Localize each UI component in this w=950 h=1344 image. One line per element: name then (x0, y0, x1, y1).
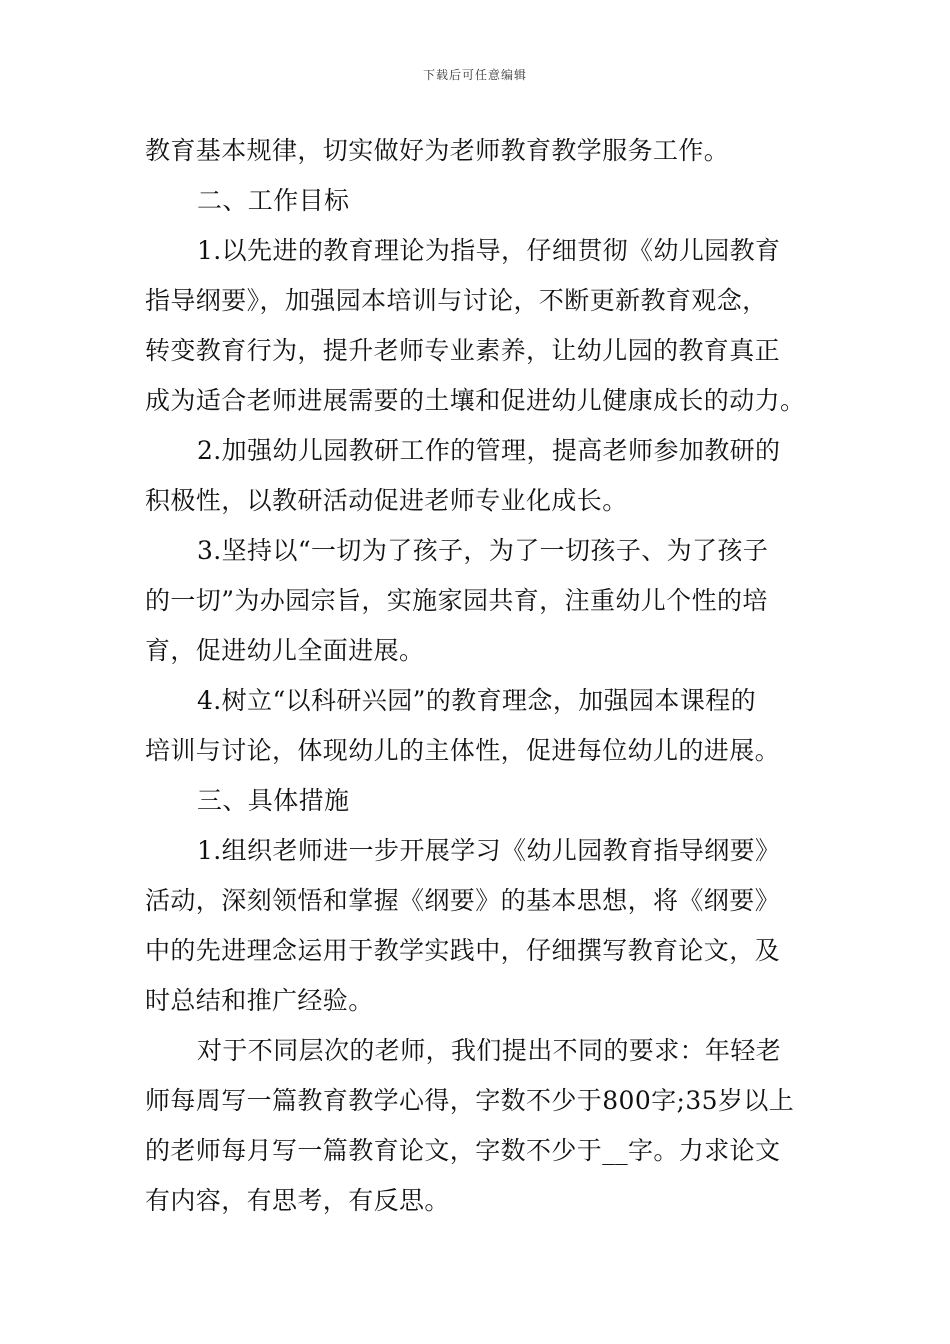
body-line: 中的先进理念运用于教学实践中，仔细撰写教育论文，及 (145, 936, 781, 965)
body-line: 育，促进幼儿全面进展。 (145, 636, 425, 665)
body-line: 指导纲要》，加强园本培训与讨论，不断更新教育观念， (145, 286, 768, 315)
section-heading: 三、具体措施 (197, 786, 350, 815)
document-body (145, 126, 810, 1226)
body-line: 培训与讨论，体现幼儿的主体性，促进每位幼儿的进展。 (145, 736, 781, 765)
body-line: 2.加强幼儿园教研工作的管理，提高老师参加教研的 (197, 436, 781, 465)
body-line: 积极性，以教研活动促进老师专业化成长。 (145, 486, 628, 515)
body-line: 师每周写一篇教育教学心得，字数不少于800字;35岁以上 (145, 1086, 795, 1115)
section-heading: 二、工作目标 (197, 186, 350, 215)
body-line: 转变教育行为，提升老师专业素养，让幼儿园的教育真正 (145, 336, 781, 365)
body-line: 4.树立“以科研兴园”的教育理念，加强园本课程的 (197, 686, 757, 715)
body-line: 时总结和推广经验。 (145, 986, 374, 1015)
body-line: 3.坚持以“一切为了孩子，为了一切孩子、为了孩子 (197, 536, 769, 565)
body-line: 成为适合老师进展需要的土壤和促进幼儿健康成长的动力。 (145, 386, 806, 415)
body-line: 活动，深刻领悟和掌握《纲要》的基本思想，将《纲要》 (145, 886, 781, 915)
body-line: 1.组织老师进一步开展学习《幼儿园教育指导纲要》 (197, 836, 781, 865)
body-line: 教育基本规律，切实做好为老师教育教学服务工作。 (145, 136, 730, 165)
body-line: 的一切”为办园宗旨，实施家园共育，注重幼儿个性的培 (145, 586, 768, 615)
body-line: 有内容，有思考，有反思。 (145, 1186, 450, 1215)
body-line: 对于不同层次的老师，我们提出不同的要求：年轻老 (197, 1036, 782, 1065)
body-line: 1.以先进的教育理论为指导，仔细贯彻《幼儿园教育 (197, 236, 781, 265)
header-note: 下载后可任意编辑 (422, 68, 527, 82)
body-line: 的老师每月写一篇教育论文，字数不少于__字。力求论文 (145, 1136, 781, 1165)
